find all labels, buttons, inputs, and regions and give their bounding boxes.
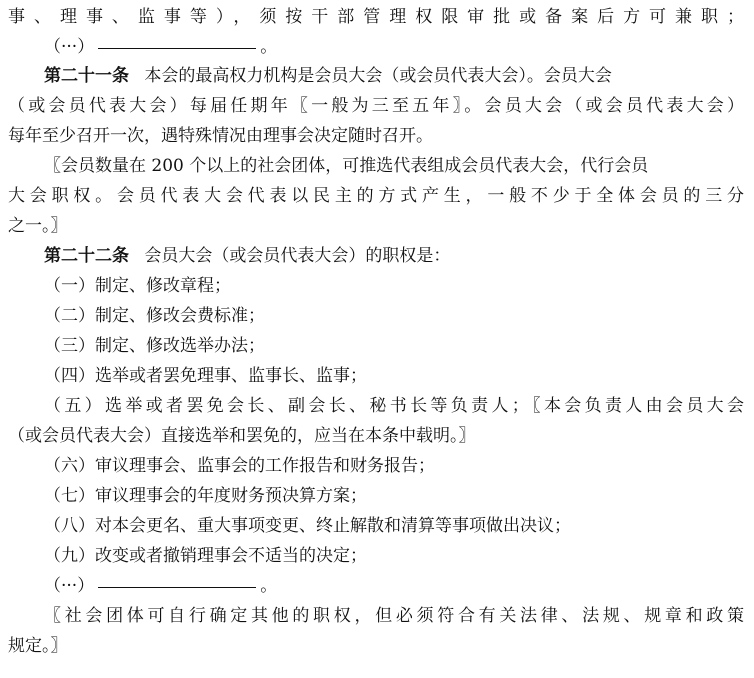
list-item: （八）对本会更名、重大事项变更、终止解散和清算等事项做出决议； [44, 516, 571, 536]
text-line: 事、理事、监事等），须按干部管理权限审批或备案后方可兼职； [8, 7, 744, 27]
note-line: 〖会员数量在 200 个以上的社会团体，可推选代表组成会员代表大会，代行会员 [44, 156, 649, 176]
fill-blank [98, 586, 256, 588]
list-item: （二）制定、修改会费标准； [44, 306, 265, 326]
blank-line [44, 571, 277, 601]
list-item: （七）审议理事会的年度财务预决算方案； [44, 486, 367, 506]
note-line: 规定。〗 [8, 636, 68, 656]
ellipsis-marker: （···） [44, 37, 95, 57]
article-22-heading: 第二十二条 [44, 246, 129, 266]
text-line: 每年至少召开一次，遇特殊情况由理事会决定随时召开。 [8, 126, 433, 146]
article-22-text: 会员大会（或会员代表大会）的职权是： [144, 246, 451, 266]
text-line: （或会员代表大会）每届任期年〖一般为三至五年〗。会员大会（或会员代表大会） [8, 96, 744, 116]
list-item: （四）选举或者罢免理事、监事长、监事； [44, 366, 367, 386]
list-item: （一）制定、修改章程； [44, 276, 231, 296]
list-item: （九）改变或者撤销理事会不适当的决定； [44, 546, 367, 566]
article-21-line [44, 61, 612, 91]
article-21-text: 本会的最高权力机构是会员大会（或会员代表大会）。会员大会 [144, 66, 612, 86]
note-line: 大会职权。会员代表大会代表以民主的方式产生，一般不少于全体会员的三分 [8, 186, 744, 206]
note-line: 〖社会团体可自行确定其他的职权，但必须符合有关法律、法规、规章和政策 [44, 606, 744, 626]
list-item: （五）选举或者罢免会长、副会长、秘书长等负责人；〖本会负责人由会员大会 [44, 396, 744, 416]
list-item-continuation: （或会员代表大会）直接选举和罢免的，应当在本条中载明。〗 [8, 426, 476, 446]
article-22-line [44, 241, 450, 271]
period: 。 [260, 576, 278, 596]
fill-blank [98, 47, 256, 49]
period: 。 [260, 37, 278, 57]
article-21-heading: 第二十一条 [44, 66, 129, 86]
blank-line [44, 32, 277, 62]
note-line: 之一。〗 [8, 216, 68, 236]
list-item: （三）制定、修改选举办法； [44, 336, 265, 356]
ellipsis-marker: （···） [44, 576, 95, 596]
list-item: （六）审议理事会、监事会的工作报告和财务报告； [44, 456, 435, 476]
